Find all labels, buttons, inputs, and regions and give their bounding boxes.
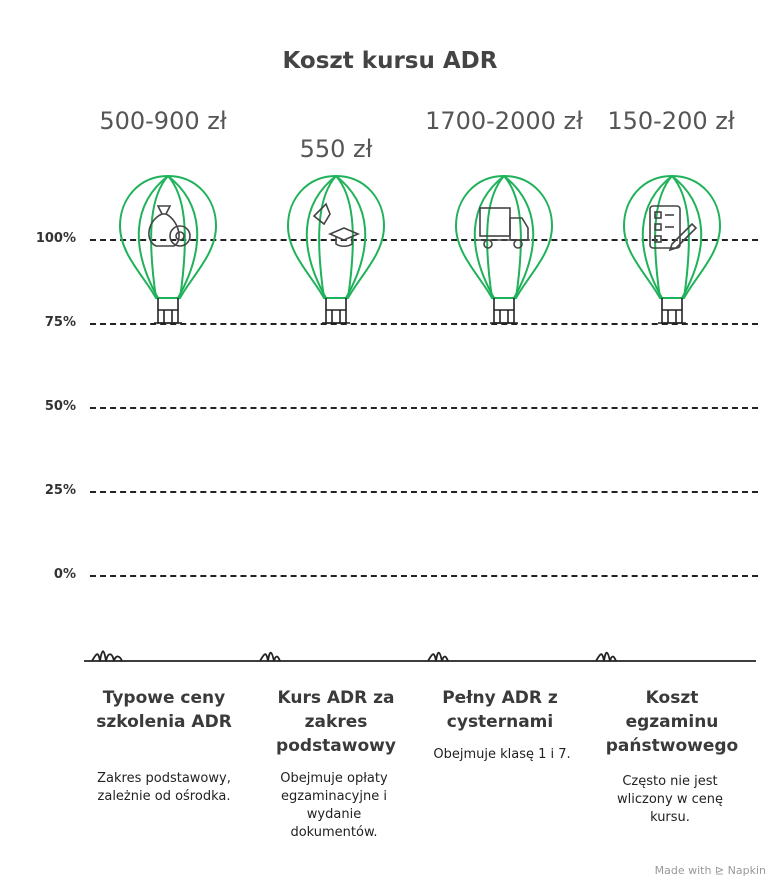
column-heading-2: Kurs ADR za zakres podstawowy xyxy=(276,688,396,756)
tick-50: 50% xyxy=(44,399,76,414)
column-description-2: Obejmuje opłaty egzaminacyjne i wydanie dokumentów. xyxy=(280,771,388,840)
gridline-0 xyxy=(90,575,758,577)
gridline-50 xyxy=(90,407,758,409)
balloon-3 xyxy=(454,174,554,326)
tick-75: 75% xyxy=(44,315,76,330)
gridline-25 xyxy=(90,491,758,493)
value-label-2: 550 zł xyxy=(299,135,373,163)
tick-0: 0% xyxy=(53,567,76,582)
column-description-4: Często nie jest wliczony w cenę kursu. xyxy=(617,774,723,825)
value-label-3: 1700-2000 zł xyxy=(425,107,583,135)
tanker-truck-icon xyxy=(476,208,530,248)
balloon-4 xyxy=(622,174,722,326)
tick-100: 100% xyxy=(35,231,76,246)
value-label-4: 150-200 zł xyxy=(607,107,735,135)
column-description-3: Obejmuje klasę 1 i 7. xyxy=(433,747,571,762)
column-description-1: Zakres podstawowy, zależnie od ośrodka. xyxy=(97,771,231,804)
napkin-brand[interactable]: Made with ⊵ Napkin xyxy=(654,864,766,877)
diagram-title: Koszt kursu ADR xyxy=(282,48,498,74)
tick-25: 25% xyxy=(44,483,76,498)
column-heading-4: Koszt egzaminu państwowego xyxy=(605,688,739,756)
column-heading-3: Pełny ADR z cysternami xyxy=(442,688,558,732)
balloon-2 xyxy=(286,174,386,326)
column-heading-1: Typowe ceny szkolenia ADR xyxy=(96,688,232,732)
value-label-1: 500-900 zł xyxy=(99,107,227,135)
balloon-1 xyxy=(118,174,218,326)
ground-line xyxy=(80,640,760,670)
